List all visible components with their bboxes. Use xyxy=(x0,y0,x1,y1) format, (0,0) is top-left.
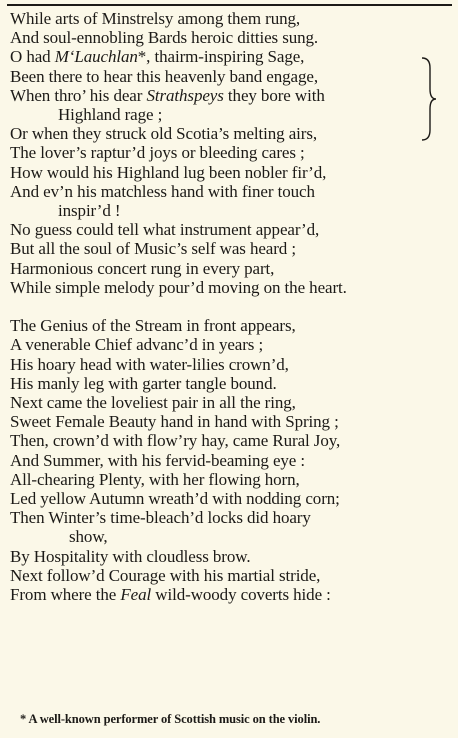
poem-line: Led yellow Autumn wreath’d with nodding corn; xyxy=(10,489,340,509)
poem-line: And ev’n his matchless hand with finer touch xyxy=(10,181,315,201)
top-rule xyxy=(7,4,452,6)
poem-line: Or when they struck old Scotia’s melting airs, xyxy=(10,124,318,144)
poem-line: No guess could tell what instrument appear’d, xyxy=(10,220,320,240)
poem-line: Next follow’d Courage with his martial stride, xyxy=(10,565,321,585)
poem-line-continuation: show, xyxy=(69,527,108,547)
poem-line: When thro’ his dear Strathspeys they bore with xyxy=(10,85,325,105)
poem-line: O had M‘Lauchlan*, thairm-inspiring Sage, xyxy=(10,47,305,67)
poem-line: Harmonious concert rung in every part, xyxy=(10,258,275,278)
poem-line: Next came the loveliest pair in all the ring, xyxy=(10,393,296,413)
poem-line-continuation: inspir’d ! xyxy=(58,201,121,221)
poem-line: His hoary head with water-lilies crown’d, xyxy=(10,354,289,374)
poem-text xyxy=(10,9,450,604)
poem-line: But all the soul of Music’s self was heard ; xyxy=(10,239,296,259)
poem-line: Then, crown’d with flow’ry hay, came Rural Joy, xyxy=(10,431,341,451)
stanza-1 xyxy=(10,9,450,297)
poem-line: And soul-ennobling Bards heroic ditties sung. xyxy=(10,28,319,48)
footnote: * A well-known performer of Scottish music on the violin. xyxy=(20,712,321,726)
poem-line-continuation: Highland rage ; xyxy=(58,105,163,125)
italic-name: M‘Lauchlan xyxy=(54,47,138,67)
italic-place-name: Feal xyxy=(120,585,152,605)
stanza-2 xyxy=(10,316,450,604)
italic-name: Strathspeys xyxy=(146,85,224,105)
poem-line: The lover’s raptur’d joys or bleeding cares ; xyxy=(10,143,305,163)
poem-line: While simple melody pour’d moving on the heart. xyxy=(10,277,347,297)
poem-line: And Summer, with his fervid-beaming eye : xyxy=(10,450,306,470)
poem-line: Sweet Female Beauty hand in hand with Spring ; xyxy=(10,412,339,432)
poem-line: How would his Highland lug been nobler fir’d, xyxy=(10,162,327,182)
poem-line: The Genius of the Stream in front appears, xyxy=(10,316,296,336)
poem-line: A venerable Chief advanc’d in years ; xyxy=(10,335,264,355)
poem-line: By Hospitality with cloudless brow. xyxy=(10,546,251,566)
poem-line: His manly leg with garter tangle bound. xyxy=(10,373,277,393)
poem-line: Then Winter’s time-bleach’d locks did hoary xyxy=(10,508,311,528)
poem-line: All-chearing Plenty, with her flowing horn, xyxy=(10,469,300,489)
poem-line: Been there to hear this heavenly band engage, xyxy=(10,66,318,86)
poem-line: From where the Feal wild-woody coverts hide : xyxy=(10,585,331,605)
curly-brace-mark xyxy=(418,56,438,142)
poem-line: While arts of Minstrelsy among them rung, xyxy=(10,9,301,28)
